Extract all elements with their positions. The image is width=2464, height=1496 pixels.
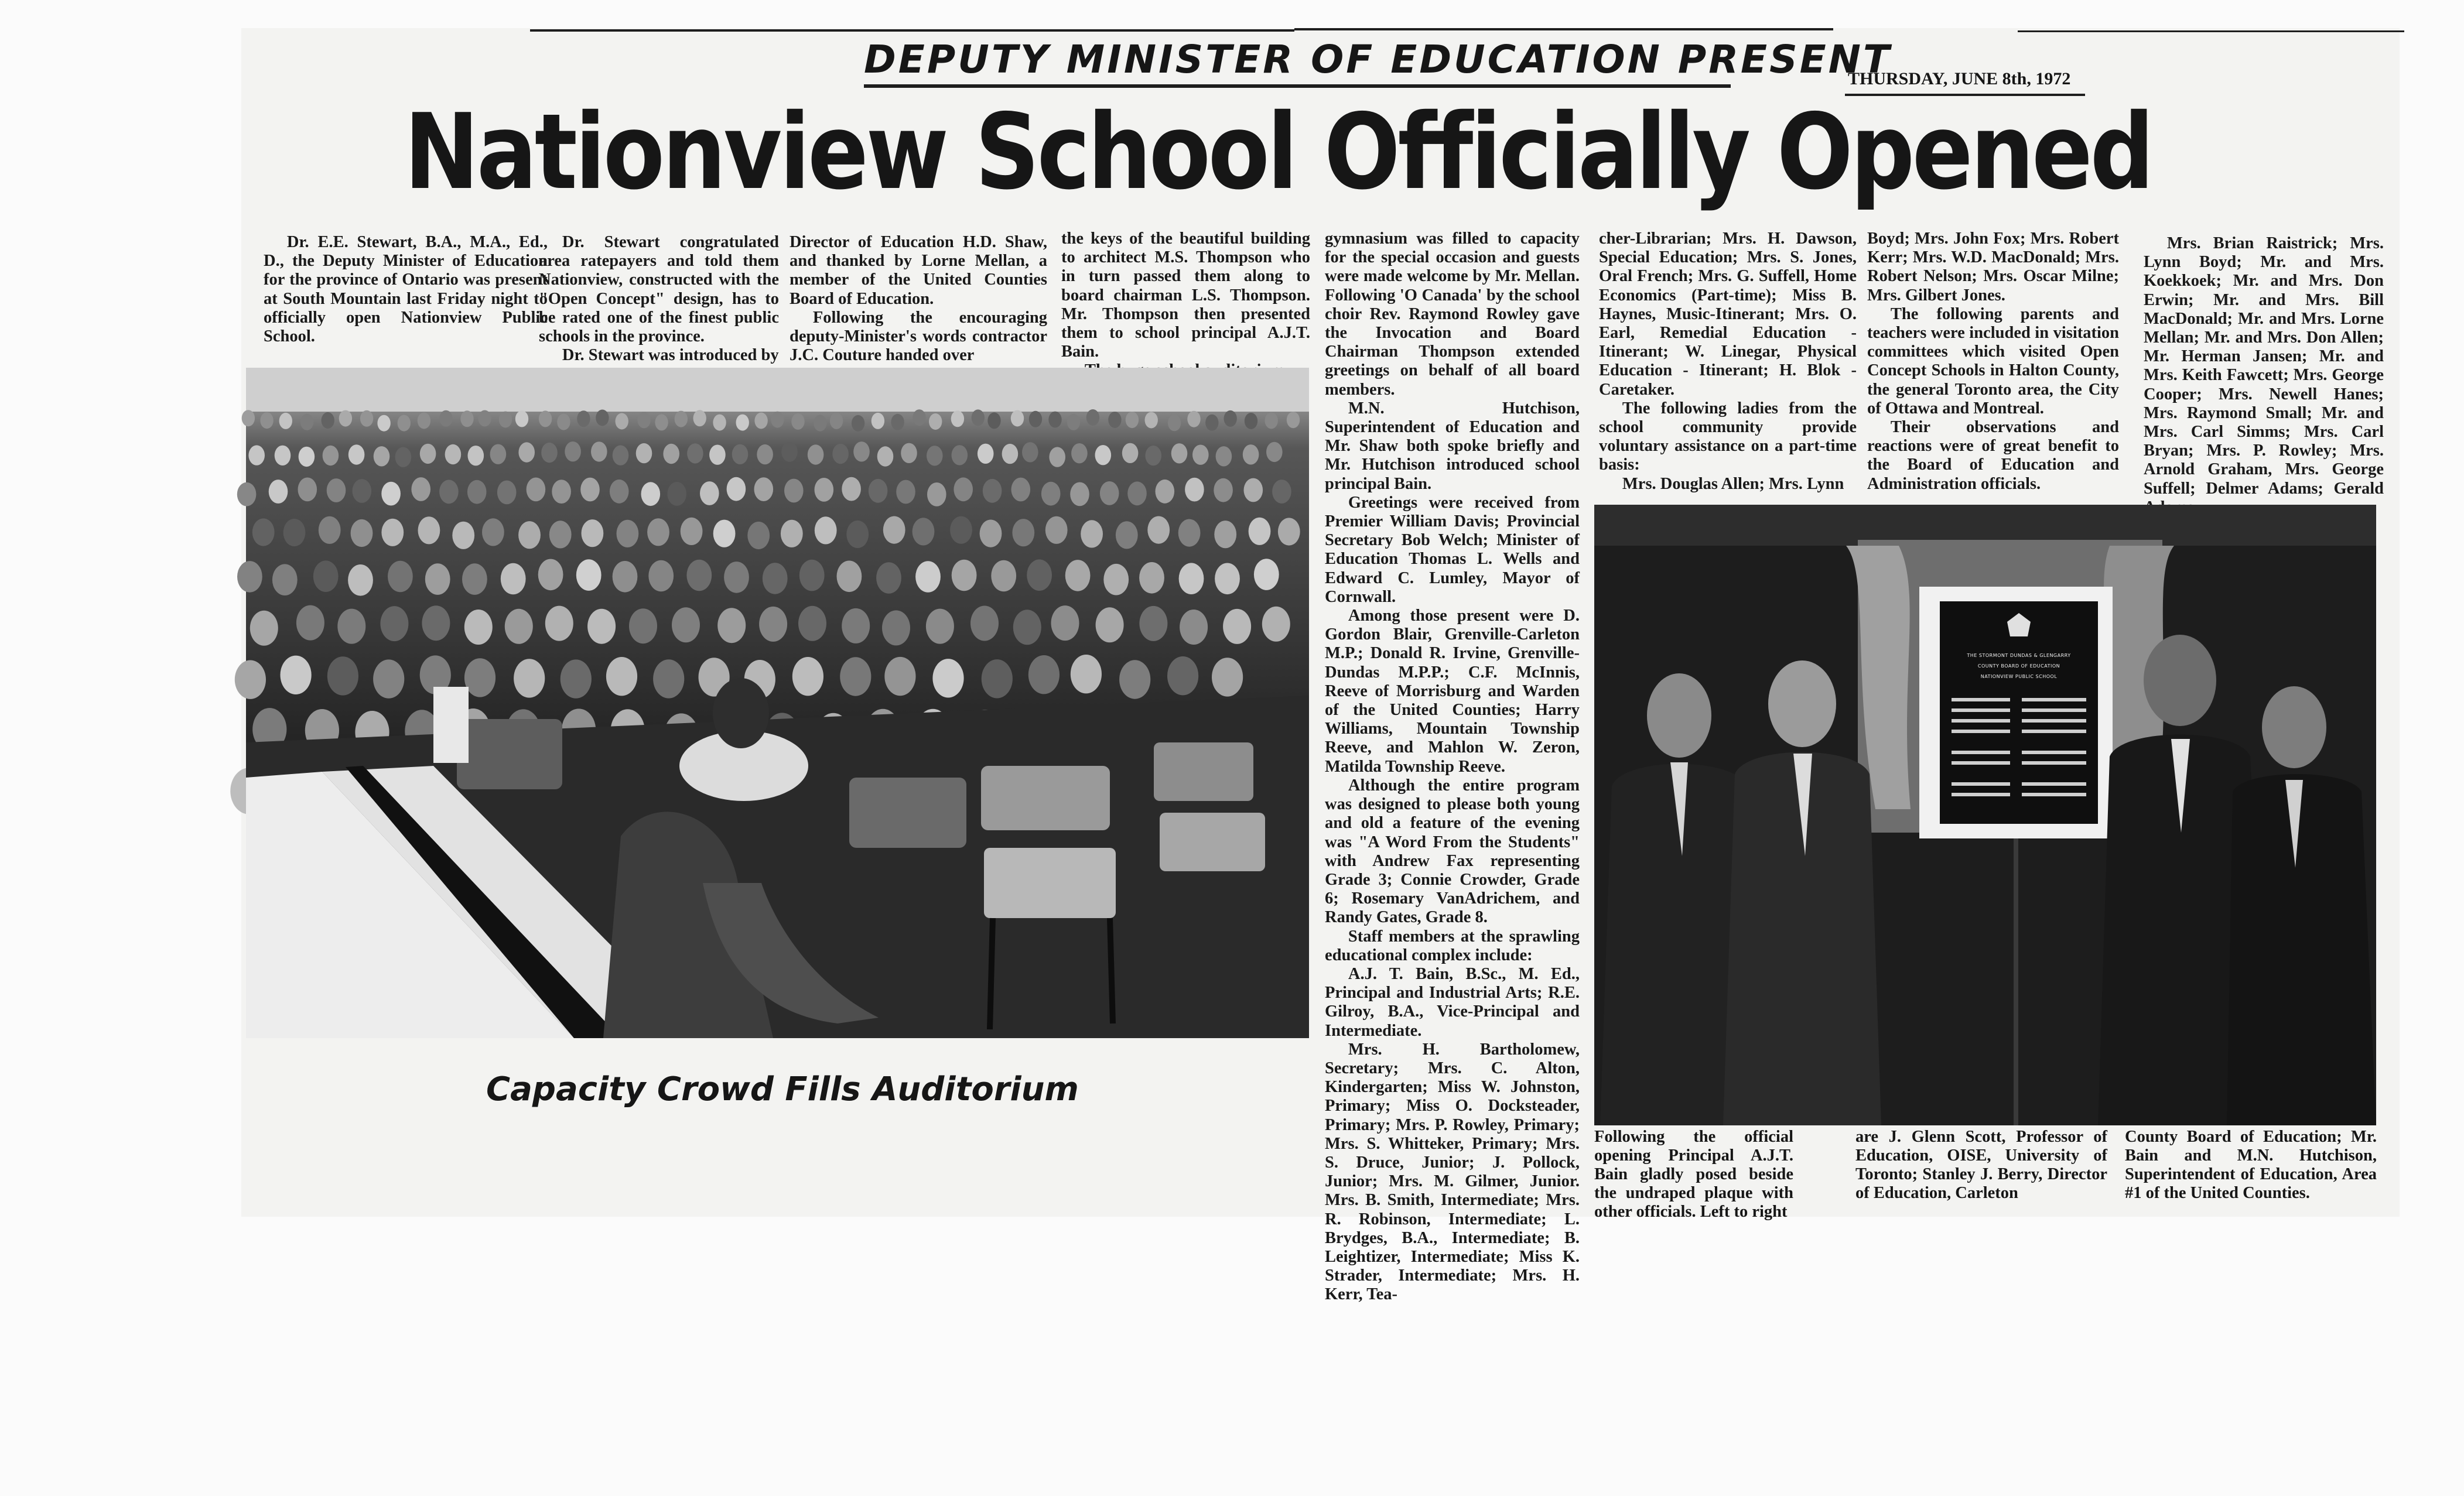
audience-head (582, 519, 604, 547)
column-2 (539, 233, 779, 365)
audience-head (388, 561, 413, 593)
audience-head (250, 611, 278, 646)
paragraph: The following parents and teachers were included in visitation committees which visited Open Concept Schools in Halton County, the general Toronto area, the City of Ottawa and Montreal. (1867, 304, 2119, 417)
audience-head (452, 522, 474, 549)
crowd-image (246, 368, 1309, 1038)
audience-head (792, 657, 823, 696)
audience-head (1103, 564, 1129, 595)
audience-head (951, 410, 964, 427)
audience-head (648, 560, 674, 592)
paragraph: A.J. T. Bain, B.Sc., M. Ed., Principal and Industrial Arts; R.E. Gilroy, B.A., Vice-Principal and Intermediate. (1325, 964, 1580, 1040)
audience-head (814, 415, 826, 432)
paragraph: cher-Librarian; Mrs. H. Dawson, Special Education; Mrs. S. Jones, Oral French; Mrs. G. Suffell, Home Economics (Part-time); Miss B. Haynes, Music-Itinerant; Mrs. O. Earl, Remedial Education - Itinerant; W. Linegar, Physical Education - Itinerant; H. Blok - Caretaker. (1599, 230, 1857, 399)
audience-head (1071, 655, 1102, 693)
audience-head (497, 481, 517, 505)
audience-head (980, 520, 1002, 547)
audience-head (700, 481, 719, 505)
audience-head (395, 447, 412, 467)
audience-head (545, 606, 573, 641)
paragraph: Boyd; Mrs. John Fox; Mrs. Robert Kerr; Mrs. W.D. MacDonald; Mrs. Robert Nelson; Mrs. Oscar Milne; Mrs. Gilbert Jones. (1867, 230, 2119, 304)
audience-head (616, 413, 628, 430)
audience-head (853, 441, 870, 461)
audience-head (464, 610, 493, 645)
audience-head (842, 477, 861, 501)
audience-head (686, 560, 712, 591)
audience-head (991, 560, 1016, 592)
audience-head (883, 516, 905, 544)
audience-head (1041, 482, 1061, 506)
audience-head (759, 607, 787, 642)
audience-head (653, 659, 684, 698)
audience-head (781, 441, 798, 461)
audience-head (418, 516, 440, 544)
audience-head (872, 413, 884, 429)
audience-head (1272, 480, 1291, 504)
audience-head (552, 480, 571, 504)
audience-head (970, 606, 999, 641)
audience-head (1070, 482, 1089, 506)
audience-head (300, 414, 313, 430)
audience-head (538, 559, 563, 591)
audience-head (478, 410, 491, 427)
audience-head (913, 409, 925, 426)
audience-head (926, 609, 954, 644)
audience-head (647, 518, 669, 546)
audience-head (629, 608, 657, 643)
audience-head (499, 412, 512, 428)
audience-head (784, 479, 804, 503)
audience-head (877, 446, 894, 466)
audience-head (1028, 655, 1060, 694)
audience-head (439, 480, 459, 504)
audience-head (932, 659, 963, 697)
audience-head (606, 657, 637, 696)
audience-head (901, 443, 917, 463)
photo1-caption: Capacity Crowd Fills Auditorium (486, 1070, 1079, 1108)
audience-head (381, 482, 401, 506)
audience-head (637, 412, 650, 428)
audience-head (360, 410, 373, 427)
column-6 (1599, 230, 1857, 493)
audience-head (1214, 478, 1233, 502)
audience-head (337, 609, 365, 644)
audience-head (1119, 660, 1150, 699)
paragraph: The following ladies from the school community provide voluntary assistance on a part-time basis: (1599, 399, 1857, 474)
audience-head (1096, 607, 1124, 642)
audience-head (983, 479, 1002, 503)
audience-head (1244, 478, 1263, 502)
audience-head (1029, 411, 1042, 427)
paragraph: Dr. E.E. Stewart, B.A., M.A., Ed., D., the Deputy Minister of Education for the province of Ontario was present at South Mountain last Friday night to officially open Nationview Public School. (264, 233, 548, 346)
audience-head (549, 521, 572, 548)
audience-head (1287, 412, 1300, 428)
officials-image (1594, 505, 2376, 1125)
audience-head (610, 480, 629, 504)
audience-head (1051, 605, 1079, 641)
audience-head (596, 410, 609, 426)
audience-head (380, 606, 408, 641)
audience-head (580, 478, 600, 502)
audience-head (1086, 409, 1099, 426)
audience-head (1045, 516, 1068, 544)
audience-head (972, 409, 985, 426)
plaque-line: THE STORMONT DUNDAS & GLENGARRY (1967, 653, 2071, 658)
audience-head (1067, 414, 1080, 430)
audience-head (398, 415, 411, 432)
audience-head (591, 441, 607, 461)
audience-head (1171, 443, 1188, 463)
audience-head (693, 410, 706, 426)
audience-head (587, 609, 616, 644)
audience-head (468, 446, 484, 465)
audience-head (929, 413, 942, 430)
audience-head (1126, 412, 1139, 428)
audience-head (724, 562, 749, 593)
photo2-caption-part-1: Following the official opening Principal A.J.T. Bain gladly posed beside the undraped plaque with other officials. Left to right (1594, 1128, 1793, 1221)
audience-head (1185, 478, 1204, 502)
audience-head (539, 410, 552, 427)
auditorium-crowd-photo (246, 368, 1309, 1038)
audience-head (541, 443, 558, 463)
paragraph: Although the entire program was designed to please both young and old a feature of the evening was "A Word From the Students" with Andrew Fax representing Grade 3; Connie Crowder, Grade 6; Rosemary VanAdrichem, and Randy Gates, Grade 8. (1325, 776, 1580, 927)
audience-head (381, 519, 404, 546)
audience-head (815, 516, 837, 544)
audience-head (237, 482, 257, 506)
audience-head (1122, 443, 1139, 463)
audience-head (1022, 442, 1038, 462)
audience-head (952, 560, 977, 591)
audience-head (1002, 444, 1019, 464)
audience-head (613, 561, 638, 593)
audience-head (248, 445, 265, 465)
audience-head (1081, 520, 1103, 547)
audience-head (565, 441, 581, 461)
column-3 (790, 233, 1047, 365)
audience-head (1192, 445, 1209, 465)
audience-head (323, 446, 339, 465)
audience-head (1095, 445, 1112, 465)
audience-head (252, 518, 275, 546)
audience-head (1214, 521, 1236, 548)
audience-head (717, 608, 746, 643)
audience-head (505, 609, 533, 644)
audience-head (987, 412, 1000, 429)
audience-head (490, 444, 507, 464)
audience-head (411, 477, 430, 501)
audience-head (884, 657, 915, 696)
audience-head (351, 519, 373, 547)
audience-head (613, 445, 629, 465)
audience-head (237, 561, 262, 593)
audience-head (882, 610, 910, 645)
audience-head (374, 446, 390, 466)
paragraph: Following the encouraging deputy-Minister's words contractor J.C. Couture handed over (790, 308, 1047, 365)
audience-head (1262, 607, 1290, 642)
audience-head (1027, 559, 1052, 591)
audience-head (577, 410, 590, 427)
audience-head (709, 445, 726, 465)
audience-head (927, 482, 946, 506)
audience-head (736, 415, 749, 431)
audience-head (279, 413, 292, 429)
audience-head (1011, 410, 1024, 427)
audience-head (283, 519, 306, 546)
column-7 (1867, 230, 2119, 493)
audience-head (791, 413, 804, 430)
paragraph: Director of Education H.D. Shaw, and thanked by Lorne Mellan, a member of the United Counties Board of Education. (790, 233, 1047, 308)
audience-head (1048, 412, 1061, 428)
audience-head (1156, 480, 1175, 504)
audience-head (269, 480, 288, 504)
paragraph: Their observations and reactions were of great benefit to the Board of Education and Administration officials. (1867, 418, 2119, 493)
audience-head (1212, 658, 1243, 696)
audience-head (781, 520, 803, 547)
paragraph: Greetings were received from Premier William Davis; Provincial Secretary Bob Welch; Minister of Education Thomas L. Wells and Edward C. Lumley, Mayor of Cornwall. (1325, 493, 1580, 606)
audience-head (439, 410, 452, 427)
audience-head (896, 480, 915, 504)
audience-head (1224, 410, 1237, 427)
paragraph: Dr. Stewart congratulated area ratepayers and told them Nationview, constructed with the "Open Concept" design, has to be rated one of the finest public schools in the province. (539, 233, 779, 346)
audience-head (339, 410, 352, 427)
audience-head (1012, 519, 1034, 546)
audience-head (1127, 481, 1147, 505)
audience-head (754, 413, 767, 429)
audience-head (771, 412, 784, 428)
audience-head (348, 444, 365, 464)
audience-head (464, 658, 495, 697)
audience-head (757, 444, 773, 464)
paragraph: M.N. Hutchison, Superintendent of Education and Mr. Shaw both spoke briefly and Mr. Hutchison introduced school principal Bain. (1325, 399, 1580, 493)
audience-head (299, 447, 315, 467)
audience-head (445, 444, 462, 464)
audience-head (636, 443, 652, 463)
audience-head (482, 518, 504, 546)
audience-head (1223, 609, 1251, 644)
audience-head (915, 561, 941, 593)
audience-head (557, 414, 570, 430)
audience-head (561, 659, 592, 698)
audience-head (467, 480, 487, 504)
audience-head (501, 563, 526, 595)
audience-head (641, 482, 661, 506)
audience-head (1178, 519, 1201, 547)
paragraph: Staff members at the sprawling educational complex include: (1325, 927, 1580, 964)
plaque-line: COUNTY BOARD OF EDUCATION (1977, 663, 2060, 669)
audience-head (275, 446, 291, 465)
audience-head (1049, 447, 1065, 467)
audience-head (420, 444, 436, 464)
audience-head (1243, 444, 1259, 464)
audience-head (1147, 516, 1170, 544)
audience-head (322, 412, 334, 429)
audience-head (798, 606, 826, 641)
column-8 (2144, 234, 2384, 498)
audience-head (763, 563, 788, 594)
top-rule-right (1294, 28, 1833, 30)
audience-head (876, 562, 901, 594)
audience-head (327, 478, 346, 502)
audience-head (713, 415, 726, 431)
audience-head (296, 605, 324, 641)
audience-head (808, 444, 824, 464)
audience-head (462, 563, 487, 595)
audience-head (982, 659, 1013, 698)
audience-head (1100, 481, 1119, 505)
audience-head (1011, 478, 1031, 502)
photo2-caption-part-3: County Board of Education; Mr. Bain and M.N. Hutchison, Superintendent of Education, Area #1 of the United Counties. (2125, 1128, 2377, 1202)
audience-head (1205, 415, 1218, 431)
paragraph: Among those present were D. Gordon Blair, Grenville-Carleton M.P.; Donald R. Irvine, Grenville-Dundas M.P.P.; C.F. McInnis, Reeve of Morrisburg and Warden of the United Counties; Harry Williams, Mountain Township Reeve, and Mahlon W. Zeron, Matilda Township Reeve. (1325, 607, 1580, 776)
audience-head (518, 521, 541, 549)
audience-head (732, 444, 749, 464)
paragraph: the keys of the beautiful building to architect M.S. Thompson who in turn passed them along to board chairman L.S. Thompson. Mr. Thompson then presented them to school principal A.J.T. Bain. (1061, 230, 1310, 361)
audience-head (713, 520, 736, 547)
audience-head (842, 608, 870, 643)
audience-head (353, 479, 372, 503)
audience-head (242, 410, 255, 426)
audience-head (672, 607, 700, 642)
audience-head (846, 521, 869, 548)
paragraph: Mrs. H. Bartholomew, Secretary; Mrs. C. Alton, Kindergarten; Miss W. Johnston, Primary; Miss O. Docksteader, Primary; Mrs. P. Rowley, Primary; Mrs. S. Whitteker, Primary; Mrs. S. Druce, Junior; J. Pollock, Junior; Mrs. M. Gilmer, Junior. Mrs. B. Smith, Intermediate; Mrs. R. Robinson, Intermediate; L. Brydges, B.A., Intermediate; B. Leightizer, Intermediate; Miss K. Strader, Intermediate; Mrs. H. Kerr, Tea- (1325, 1040, 1580, 1304)
audience-head (373, 659, 404, 698)
audience-head (952, 445, 968, 465)
audience-head (425, 563, 450, 595)
audience-head (1139, 562, 1164, 594)
audience-head (950, 516, 972, 544)
audience-head (837, 561, 862, 593)
plaque-officials-photo (1594, 505, 2376, 1125)
audience-head (272, 564, 298, 595)
audience-head (422, 605, 450, 641)
audience-head (891, 414, 904, 430)
audience-head (617, 520, 639, 547)
top-rule-far-right (2018, 30, 2404, 32)
audience-head (298, 478, 317, 502)
audience-head (815, 478, 834, 502)
photo2-caption-part-2: are J. Glenn Scott, Professor of Education, OISE, University of Toronto; Stanley J. Berry, Director of Education, Carleton (1855, 1128, 2107, 1202)
audience-head (1265, 412, 1278, 429)
paragraph: Mrs. Douglas Allen; Mrs. Lynn (1622, 474, 1844, 493)
audience-head (1065, 560, 1091, 591)
audience-head (747, 522, 770, 549)
audience-head (527, 478, 546, 502)
column-5 (1325, 230, 1580, 1304)
headline: Nationview School Officially Opened (404, 91, 2152, 213)
audience-head (978, 444, 994, 464)
audience-head (681, 518, 703, 545)
audience-head (327, 656, 358, 695)
audience-head (675, 411, 688, 427)
audience-head (727, 477, 746, 501)
audience-head (663, 444, 679, 464)
column-4 (1061, 230, 1310, 361)
audience-head (1167, 656, 1198, 695)
top-rule-left (530, 29, 1294, 32)
paragraph: Dr. Stewart was introduced by (562, 346, 779, 365)
audience-head (1013, 610, 1041, 645)
audience-head (1216, 446, 1232, 466)
audience-head (514, 659, 545, 697)
audience-head (1249, 518, 1271, 545)
audience-head (515, 410, 528, 427)
audience-head (667, 482, 686, 506)
audience-head (852, 415, 864, 432)
audience-head (754, 477, 774, 501)
audience-head (281, 656, 312, 694)
audience-head (576, 559, 602, 591)
audience-head (260, 412, 273, 429)
paragraph: Mrs. Brian Raistrick; Mrs. Lynn Boyd; Mr. and Mrs. Koekkoek; Mr. and Mrs. Don Erwin; Mr. and Mrs. Bill MacDonald; Mr. and Mrs. Lorne Mellan; Mr. and Mrs. Don Allen; Mr. Herman Jansen; Mr. and Mrs. Keith Fawcett; Mrs. George Cooper; Mrs. Newell Hanes; Mrs. Raymond Small; Mr. and Mrs. Carl Simms; Mrs. Carl Bryan; Mrs. P. Rowley; Mrs. Arnold Graham, Mrs. George Suffell; Delmer Adams; Gerald (2144, 234, 2384, 498)
audience-head (1145, 412, 1158, 429)
audience-head (1108, 412, 1121, 428)
audience-head (319, 516, 341, 544)
audience-head (1139, 606, 1167, 641)
audience-head (1215, 563, 1240, 595)
audience-head (832, 444, 849, 464)
audience-head (869, 479, 888, 503)
audience-head (655, 414, 668, 430)
audience-head (1179, 563, 1204, 594)
audience-head (418, 413, 430, 429)
audience-head (1266, 442, 1283, 462)
kicker: DEPUTY MINISTER OF EDUCATION PRESENT (864, 37, 1892, 82)
column-1 (264, 233, 548, 362)
audience-head (927, 446, 943, 465)
audience-head (348, 564, 373, 596)
audience-head (1168, 415, 1181, 431)
paragraph: gymnasium was filled to capacity for the special occasion and guests were made welcome by Mr. Mellan. Following 'O Canada' by the school choir Rev. Raymond Rowley gave the Invocation and Board Chairman Thompson extended greetings on behalf of all board members. (1325, 230, 1580, 399)
audience-head (954, 477, 973, 501)
audience-head (799, 560, 825, 591)
audience-head (460, 410, 473, 427)
audience-head (1145, 446, 1161, 465)
audience-head (840, 657, 871, 696)
audience-head (1180, 610, 1208, 645)
plaque-line: NATIONVIEW PUBLIC SCHOOL (1980, 674, 2058, 679)
audience-head (1254, 559, 1279, 590)
dateline: THURSDAY, JUNE 8th, 1972 (1848, 69, 2071, 88)
audience-head (313, 560, 339, 592)
audience-head (235, 660, 266, 699)
audience-head (1116, 521, 1138, 549)
audience-head (1187, 411, 1200, 427)
audience-head (1071, 443, 1088, 463)
audience-head (913, 518, 935, 545)
audience-head (1245, 413, 1257, 429)
audience-head (1278, 518, 1300, 545)
audience-head (377, 415, 390, 432)
audience-head (830, 413, 843, 429)
audience-head (687, 443, 703, 463)
audience-head (518, 442, 535, 462)
